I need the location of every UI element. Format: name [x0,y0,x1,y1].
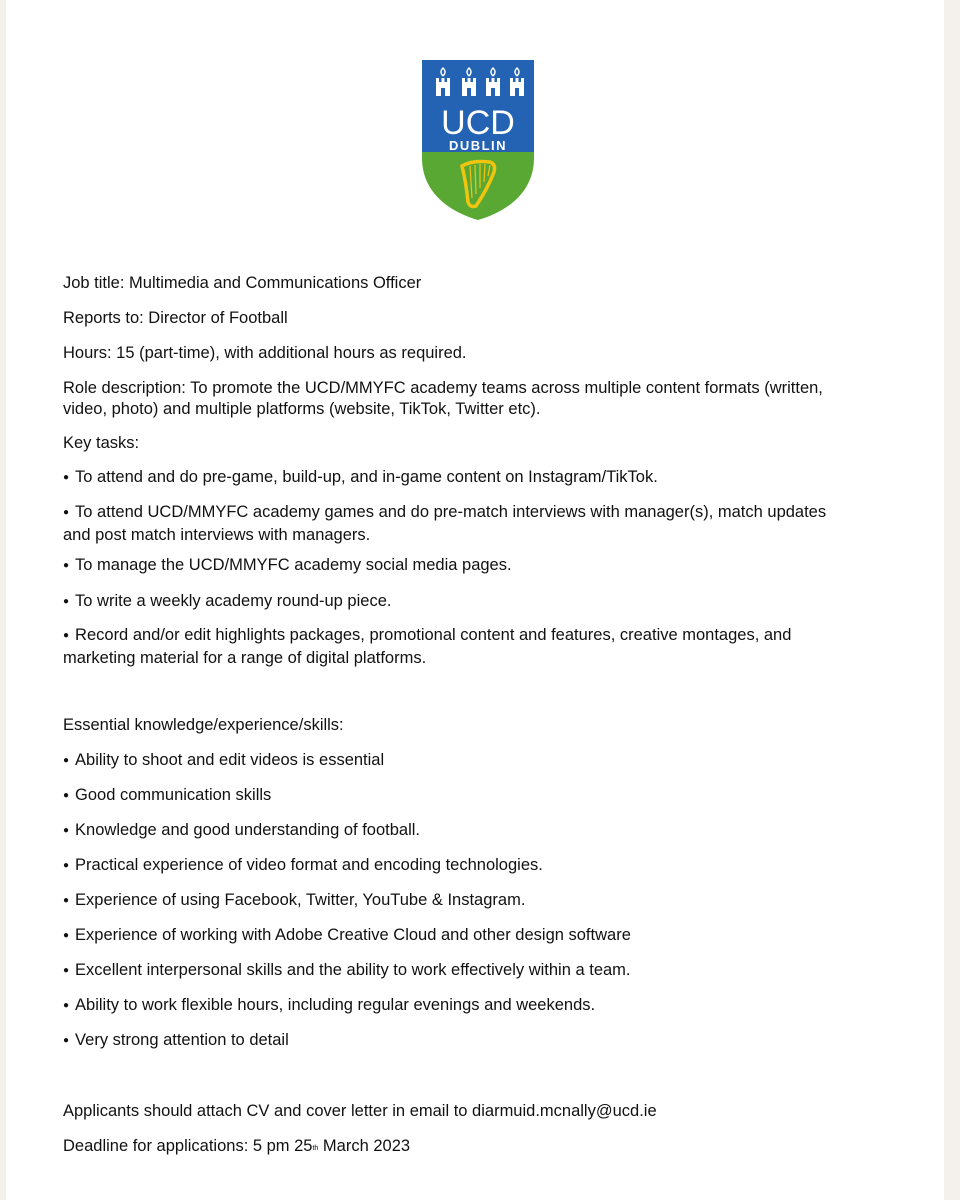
hours: Hours: 15 (part-time), with additional hours as required. [63,344,467,362]
bullet-icon [63,468,75,486]
role-description-line-2: video, photo) and multiple platforms (website, TikTok, Twitter etc). [63,400,541,418]
essential-item: ● Excellent interpersonal skills and the ability to work effectively within a team. [63,960,893,983]
essential-item: ● Good communication skills [63,785,893,808]
bullet-icon [63,856,75,874]
key-task-item: ● To write a weekly academy round-up piece. [63,591,893,614]
bullet-icon [63,626,75,644]
essential-item: ● Experience of working with Adobe Creative Cloud and other design software [63,925,893,948]
job-title: Job title: Multimedia and Communications Officer [63,274,422,292]
document-page [6,0,944,1200]
key-tasks-heading: Key tasks: [63,434,140,452]
bullet-icon [63,891,75,909]
essential-heading: Essential knowledge/experience/skills: [63,716,344,734]
bullet-icon [63,556,75,574]
ucd-crest-logo [418,58,538,222]
essential-item: ● Very strong attention to detail [63,1030,893,1053]
key-task-item: ● To manage the UCD/MMYFC academy social media pages. [63,555,893,578]
bullet-icon [63,996,75,1014]
essential-item: ● Ability to work flexible hours, including regular evenings and weekends. [63,995,893,1018]
logo-ucd-text: UCD [441,104,515,142]
key-task-item: ● To attend and do pre-game, build-up, and in-game content on Instagram/TikTok. [63,467,893,490]
bullet-icon [63,926,75,944]
bullet-icon [63,1031,75,1049]
bullet-icon [63,592,75,610]
bullet-icon [63,961,75,979]
essential-item: ● Practical experience of video format and encoding technologies. [63,855,893,878]
essential-item: ● Knowledge and good understanding of football. [63,820,893,843]
role-description [63,378,893,420]
key-task-item: ● Record and/or edit highlights packages, promotional content and features, creative montages, and marketing material for a range of digital platforms. [63,625,893,669]
logo-dublin-text: DUBLIN [448,138,508,153]
key-task-item: ● To attend UCD/MMYFC academy games and do pre-match interviews with manager(s), match updates and post match interviews with managers. [63,502,893,546]
applicants-info: Applicants should attach CV and cover letter in email to diarmuid.mcnally@ucd.ie [63,1102,657,1120]
bullet-icon [63,786,75,804]
reports-to: Reports to: Director of Football [63,309,288,327]
essential-item: ● Experience of using Facebook, Twitter, YouTube & Instagram. [63,890,893,913]
role-description-line-1: Role description: To promote the UCD/MMYFC academy teams across multiple content formats (written, [63,379,823,397]
bullet-icon [63,751,75,769]
bullet-icon [63,821,75,839]
bullet-icon [63,503,75,521]
essential-item: ● Ability to shoot and edit videos is essential [63,750,893,773]
deadline: Deadline for applications: 5 pm 25th March 2023 [63,1137,411,1155]
